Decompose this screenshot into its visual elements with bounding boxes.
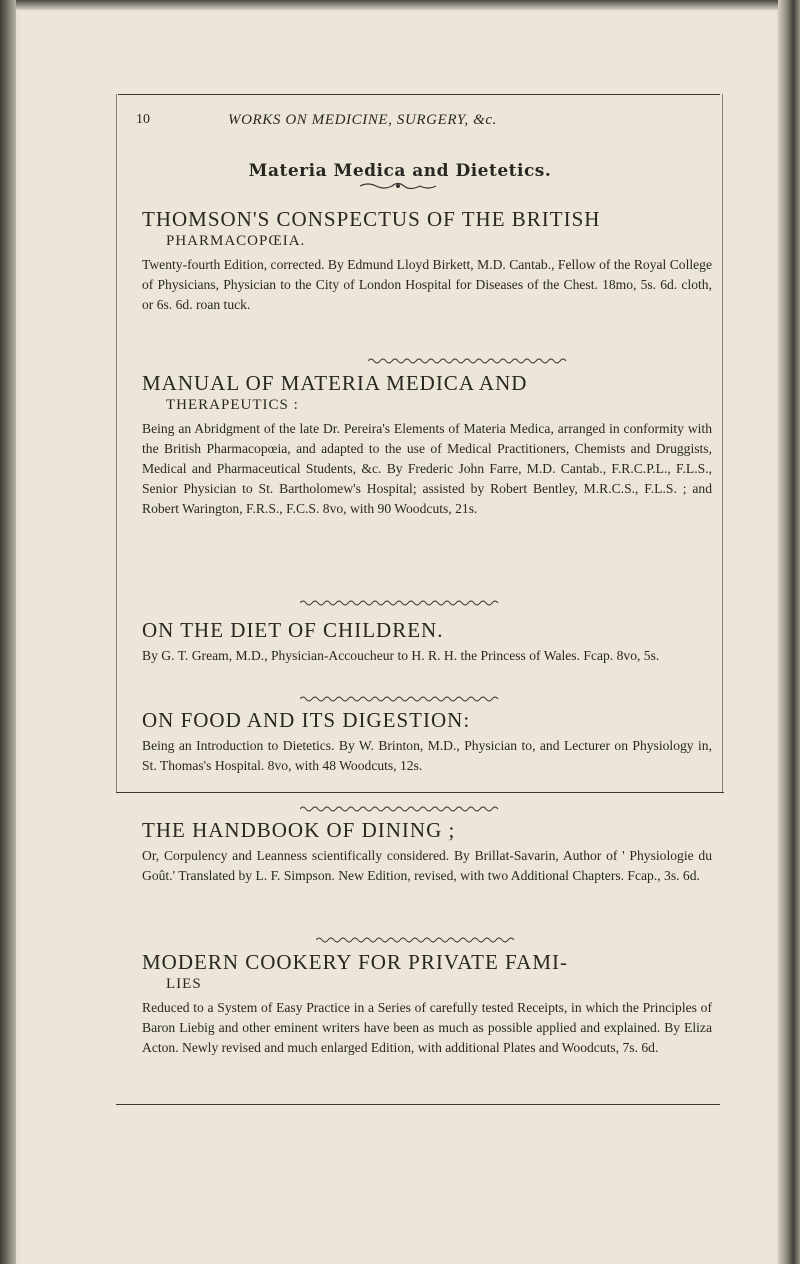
- entry-title: ON THE DIET OF CHILDREN.: [142, 618, 444, 642]
- running-head-title: WORKS ON MEDICINE, SURGERY, &c.: [228, 112, 498, 128]
- entry-body: By G. T. Gream, M.D., Physician-Accoucheur to H. R. H. the Princess of Wales. Fcap. 8vo, 5s.: [142, 648, 660, 663]
- entry-thomson: [142, 207, 712, 315]
- entry-body: Being an Introduction to Dietetics. By W. Brinton, M.D., Physician to, and Lecturer on Physiology in, St. Thomas's Hospital. 8vo, with 48 Woodcuts, 12s.: [142, 738, 712, 773]
- entry-body: Reduced to a System of Easy Practice in a Series of carefully tested Receipts, in which the Principles of Baron Liebig and other eminent writers have been as much as possible applied and explained. By Eliza Acton. Newly revised and much enlarged Edition, with additional Plates and Woodcuts, 7s. 6d.: [142, 1000, 712, 1055]
- entry-body: Being an Abridgment of the late Dr. Pereira's Elements of Materia Medica, arranged in conformity with the British Pharmacopœia, and adapted to the use of Medical Practitioners, Chemists and Druggists, Medical and Pharmaceutical Students, &c. By Frederic John Farre, M.D. Cantab., F.R.C.P.L., F.L.S., Senior Physician to St. Bartholomew's Hospital; assisted by Robert Bentley, M.R.C.S., F.L.S. ; and Robert Warington, F.R.S., F.C.S. 8vo, with 90 Woodcuts, 21s.: [142, 421, 712, 516]
- entry-materia-medica-manual: [142, 371, 712, 519]
- entry-body: Twenty-fourth Edition, corrected. By Edmund Lloyd Birkett, M.D. Cantab., Fellow of the Royal College of Physicians, Physician to the City of London Hospital for Diseases of the Chest. 18mo, 5s. 6d. cloth, or 6s. 6d. roan tuck.: [142, 257, 712, 312]
- section-title: Materia Medica and Dietetics.: [248, 161, 552, 181]
- wavy-divider-icon: [300, 805, 500, 813]
- entry-diet-of-children: [142, 618, 712, 666]
- footer-rule: [116, 1104, 720, 1105]
- wavy-divider-icon: [300, 599, 500, 607]
- wavy-divider-icon: [300, 695, 500, 703]
- page-number: 10: [136, 112, 150, 127]
- wavy-divider-icon: [316, 936, 516, 944]
- entry-title: MANUAL OF MATERIA MEDICA AND: [142, 371, 528, 395]
- entry-food-digestion: [142, 708, 712, 776]
- entry-title: THE HANDBOOK OF DINING ;: [142, 818, 456, 842]
- entry-title-continuation: PHARMACOPŒIA.: [166, 233, 306, 249]
- wavy-divider-icon: [368, 357, 568, 365]
- entry-title-continuation: THERAPEUTICS :: [166, 397, 299, 413]
- entry-body: Or, Corpulency and Leanness scientifically considered. By Brillat-Savarin, Author of ' Physiologie du Goût.' Translated by L. F. Simpson. New Edition, revised, with two Additional Chapters. Fcap., 3s. 6d.: [142, 848, 712, 883]
- entry-title: ON FOOD AND ITS DIGESTION:: [142, 708, 471, 732]
- entry-handbook-dining: [142, 818, 712, 886]
- entry-title-continuation: LIES: [166, 976, 202, 992]
- entry-title: MODERN COOKERY FOR PRIVATE FAMI-: [142, 950, 568, 974]
- entry-modern-cookery: [142, 950, 712, 1058]
- entry-title: THOMSON'S CONSPECTUS OF THE BRITISH: [142, 207, 601, 231]
